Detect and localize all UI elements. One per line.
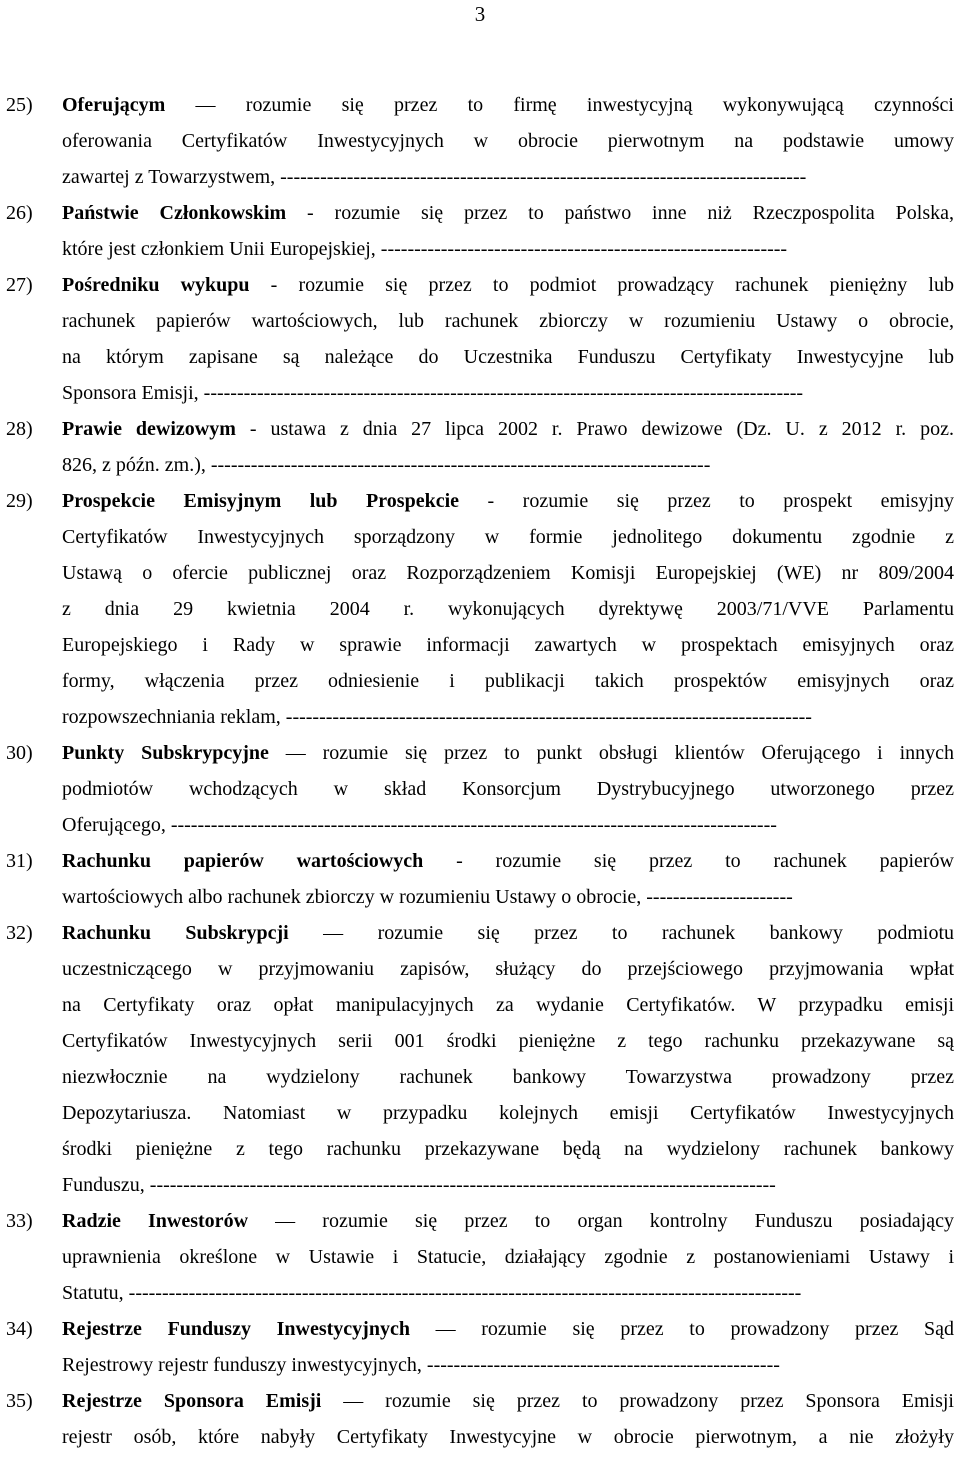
definition-text: Statutu, ----------------------------------------------------------------------------------------------------- <box>62 1282 802 1304</box>
item-number: 28) <box>6 418 33 440</box>
text-line <box>62 807 954 843</box>
text-line <box>62 375 954 411</box>
definition-item <box>0 915 960 1203</box>
item-number: 30) <box>6 742 33 764</box>
text-line <box>62 1059 954 1095</box>
text-line <box>62 987 954 1023</box>
definition-item <box>0 1383 960 1455</box>
text-line <box>62 1239 954 1275</box>
defined-term: Radzie Inwestorów <box>62 1210 249 1232</box>
definition-text: rejestr osób, które nabyły Certyfikaty Inwestycyjne w obrocie pierwotnym, a nie złożyły <box>62 1426 954 1448</box>
definition-item <box>0 195 960 267</box>
text-line <box>62 951 954 987</box>
item-number: 26) <box>6 202 33 224</box>
text-line <box>62 1167 954 1203</box>
text-line <box>62 1347 954 1383</box>
definition-text: na Certyfikaty oraz opłat manipulacyjnych za wydanie Certyfikatów. W przypadku emisji <box>62 994 954 1016</box>
text-line <box>62 1203 954 1239</box>
definition-text: podmiotów wchodzących w skład Konsorcjum Dystrybucyjnego utworzonego przez <box>62 778 954 800</box>
text-line <box>62 339 954 375</box>
definition-text: Depozytariusza. Natomiast w przypadku kolejnych emisji Certyfikatów Inwestycyjnych <box>62 1102 954 1124</box>
item-number: 25) <box>6 94 33 116</box>
defined-term: Oferującym <box>62 94 166 116</box>
defined-term: Rachunku Subskrypcji <box>62 922 289 944</box>
definition-text: Oferującego, ------------------------------------------------------------------------------------------- <box>62 814 777 836</box>
text-line <box>62 1131 954 1167</box>
definition-item <box>0 411 960 483</box>
text-line <box>62 1311 954 1347</box>
definition-text: zawartej z Towarzystwem, ------------------------------------------------------------------------------- <box>62 166 807 188</box>
text-line <box>62 267 954 303</box>
text-line <box>62 843 954 879</box>
text-line <box>62 555 954 591</box>
definition-text: Certyfikatów Inwestycyjnych serii 001 środki pieniężne z tego rachunku przekazywane są <box>62 1030 954 1052</box>
definition-text: — rozumie się przez to punkt obsługi klientów Oferującego i innych <box>268 742 954 764</box>
definition-item <box>0 1203 960 1311</box>
text-line <box>62 1383 954 1419</box>
text-line <box>62 771 954 807</box>
definition-text: - rozumie się przez to państwo inne niż Rzeczpospolita Polska, <box>286 202 954 224</box>
definition-text: Rejestrowy rejestr funduszy inwestycyjnych, ----------------------------------------------------- <box>62 1354 780 1376</box>
defined-term: Rejestrze Funduszy Inwestycyjnych <box>62 1318 410 1340</box>
text-line <box>62 483 954 519</box>
definition-item <box>0 267 960 411</box>
definition-text: niezwłocznie na wydzielony rachunek bankowy Towarzystwa prowadzony przez <box>62 1066 954 1088</box>
item-number: 29) <box>6 490 33 512</box>
item-number: 31) <box>6 850 33 872</box>
item-number: 27) <box>6 274 33 296</box>
text-line <box>62 879 954 915</box>
item-number: 33) <box>6 1210 33 1232</box>
definition-text: 826, z późn. zm.), --------------------------------------------------------------------------- <box>62 454 711 476</box>
definition-text: Ustawą o ofercie publicznej oraz Rozporządzeniem Komisji Europejskiej (WE) nr 809/2004 <box>62 562 954 584</box>
definition-text: środki pieniężne z tego rachunku przekazywane będą na wydzielony rachunek bankowy <box>62 1138 954 1160</box>
defined-term: Państwie Członkowskim <box>62 202 287 224</box>
definition-text: - rozumie się przez to podmiot prowadzący rachunek pieniężny lub <box>249 274 954 296</box>
text-line <box>62 1023 954 1059</box>
text-line <box>62 303 954 339</box>
text-line <box>62 591 954 627</box>
text-line <box>62 123 954 159</box>
definition-item <box>0 735 960 843</box>
defined-term: Rejestrze Sponsora Emisji <box>62 1390 322 1412</box>
definition-text: — rozumie się przez to prowadzony przez Sąd <box>409 1318 954 1340</box>
text-line <box>62 195 954 231</box>
definition-text: - ustawa z dnia 27 lipca 2002 r. Prawo dewizowe (Dz. U. z 2012 r. poz. <box>235 418 954 440</box>
definition-text: oferowania Certyfikatów Inwestycyjnych w obrocie pierwotnym na podstawie umowy <box>62 130 954 152</box>
item-number: 35) <box>6 1390 33 1412</box>
definition-text: — rozumie się przez to organ kontrolny Funduszu posiadający <box>248 1210 954 1232</box>
page-number: 3 <box>474 2 486 26</box>
definition-text: Certyfikatów Inwestycyjnych sporządzony w formie jednolitego dokumentu zgodnie z <box>62 526 954 548</box>
definition-item <box>0 483 960 735</box>
defined-term: Punkty Subskrypcyjne <box>62 742 269 764</box>
definition-text: — rozumie się przez to firmę inwestycyjną wykonywującą czynności <box>165 94 954 116</box>
definition-text: Europejskiego i Rady w sprawie informacji zawartych w prospektach emisyjnych oraz <box>62 634 954 656</box>
item-number: 32) <box>6 922 33 944</box>
defined-term: Prospekcie Emisyjnym lub Prospekcie <box>62 490 459 512</box>
text-line <box>62 411 954 447</box>
definition-text: Funduszu, ---------------------------------------------------------------------------------------------- <box>62 1174 776 1196</box>
text-line <box>62 627 954 663</box>
text-line <box>62 87 954 123</box>
definition-text: uczestniczącego w przyjmowaniu zapisów, służący do przejściowego przyjmowania wpłat <box>62 958 954 980</box>
defined-term: Rachunku papierów wartościowych <box>62 850 424 872</box>
text-line <box>62 663 954 699</box>
text-line <box>62 159 954 195</box>
definition-text: z dnia 29 kwietnia 2004 r. wykonujących dyrektywę 2003/71/VVE Parlamentu <box>62 598 954 620</box>
definition-text: na którym zapisane są należące do Uczestnika Funduszu Certyfikaty Inwestycyjne lub <box>62 346 954 368</box>
definition-text: formy, włączenia przez odniesienie i publikacji takich prospektów emisyjnych oraz <box>62 670 954 692</box>
definition-text: wartościowych albo rachunek zbiorczy w rozumieniu Ustawy o obrocie, ---------------------- <box>62 886 793 908</box>
text-line <box>62 519 954 555</box>
definition-text: uprawnienia określone w Ustawie i Statucie, działający zgodnie z postanowieniami Ustawy i <box>62 1246 954 1268</box>
defined-term: Prawie dewizowym <box>62 418 236 440</box>
text-line <box>62 915 954 951</box>
definition-text: które jest członkiem Unii Europejskiej, ------------------------------------------------------------- <box>62 238 788 260</box>
definition-item <box>0 87 960 195</box>
definition-item <box>0 1311 960 1383</box>
definition-text: rachunek papierów wartościowych, lub rachunek zbiorczy w rozumieniu Ustawy o obrocie, <box>62 310 954 332</box>
text-line <box>62 231 954 267</box>
defined-term: Pośredniku wykupu <box>62 274 250 296</box>
definition-text: — rozumie się przez to rachunek bankowy podmiotu <box>288 922 954 944</box>
text-line <box>62 1095 954 1131</box>
text-line <box>62 447 954 483</box>
text-line <box>62 699 954 735</box>
item-number: 34) <box>6 1318 33 1340</box>
definition-item <box>0 843 960 915</box>
definitions-list <box>0 87 960 1455</box>
definition-text: — rozumie się przez to prowadzony przez Sponsora Emisji <box>321 1390 954 1412</box>
text-line <box>62 1275 954 1311</box>
definition-text: - rozumie się przez to prospekt emisyjny <box>459 490 954 512</box>
text-line <box>62 1419 954 1455</box>
definition-text: rozpowszechniania reklam, ------------------------------------------------------------------------------- <box>62 706 812 728</box>
definition-text: - rozumie się przez to rachunek papierów <box>423 850 954 872</box>
definition-text: Sponsora Emisji, ------------------------------------------------------------------------------------------ <box>62 382 804 404</box>
text-line <box>62 735 954 771</box>
